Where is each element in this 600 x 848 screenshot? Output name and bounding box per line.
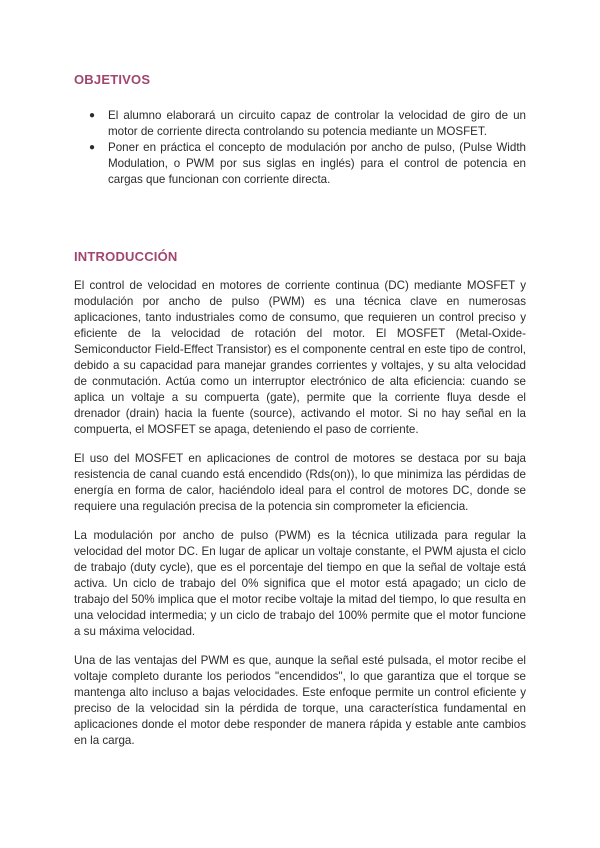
objetivos-heading: OBJETIVOS bbox=[74, 72, 151, 87]
paragraph: La modulación por ancho de pulso (PWM) es la técnica utilizada para regular la velocidad del motor DC. En lugar de aplicar un voltaje constante, el PWM ajusta el ciclo de trabajo (duty cycle), que es el porcentaje del tiempo en que la señal de voltaje está activa. Un ciclo de trabajo del 0% significa que el motor está apagado; un ciclo de trabajo del 50% implica que el motor recibe voltaje la mitad del tiempo, lo que resulta en una velocidad intermedia; y un ciclo de trabajo del 100% permite que el motor funcione a su máxima velocidad. bbox=[74, 529, 526, 638]
introduccion-heading: INTRODUCCIÓN bbox=[74, 249, 178, 264]
objetivos-list bbox=[74, 108, 526, 188]
paragraph: El control de velocidad en motores de corriente continua (DC) mediante MOSFET y modulación por ancho de pulso (PWM) es una técnica clave en numerosas aplicaciones, tanto industriales como de consumo, que requieren un control preciso y eficiente de la velocidad de rotación del motor. El MOSFET (Metal-Oxide-Semiconductor Field-Effect Transistor) es el componente central en este tipo de control, debido a su capacidad para manejar grandes corrientes y voltajes, y su alta velocidad de conmutación. Actúa como un interruptor electrónico de alta eficiencia: cuando se aplica un voltaje a su compuerta (gate), permite que la corriente fluya desde el drenador (drain) hacia la fuente (source), activando el motor. Si no hay señal en la compuerta, el MOSFET se apaga, deteniendo el paso de corriente. bbox=[74, 279, 526, 436]
paragraph: Una de las ventajas del PWM es que, aunque la señal esté pulsada, el motor recibe el voltaje completo durante los periodos "encendidos", lo que garantiza que el torque se mantenga alto incluso a bajas velocidades. Este enfoque permite un control eficiente y preciso de la velocidad sin la pérdida de torque, una característica fundamental en aplicaciones donde el motor debe responder de manera rápida y estable ante cambios en la carga. bbox=[74, 654, 526, 747]
objetivo-text: Poner en práctica el concepto de modulación por ancho de pulso, (Pulse Width Modulation, o PWM por sus siglas en inglés) para el control de potencia en cargas que funcionan con corriente directa. bbox=[108, 141, 526, 186]
bullet-icon: ● bbox=[89, 142, 96, 153]
list-item bbox=[74, 108, 526, 140]
objetivo-text: El alumno elaborará un circuito capaz de controlar la velocidad de giro de un motor de corriente directa controlando su potencia mediante un MOSFET. bbox=[108, 109, 526, 138]
bullet-icon: ● bbox=[89, 110, 96, 121]
paragraph: El uso del MOSFET en aplicaciones de control de motores se destaca por su baja resistencia de canal cuando está encendido (Rds(on)), lo que minimiza las pérdidas de energía en forma de calor, haciéndolo ideal para el control de motores DC, donde se requiere una regulación precisa de la potencia sin comprometer la eficiencia. bbox=[74, 452, 526, 513]
introduccion-body bbox=[74, 278, 526, 762]
list-item bbox=[74, 140, 526, 188]
